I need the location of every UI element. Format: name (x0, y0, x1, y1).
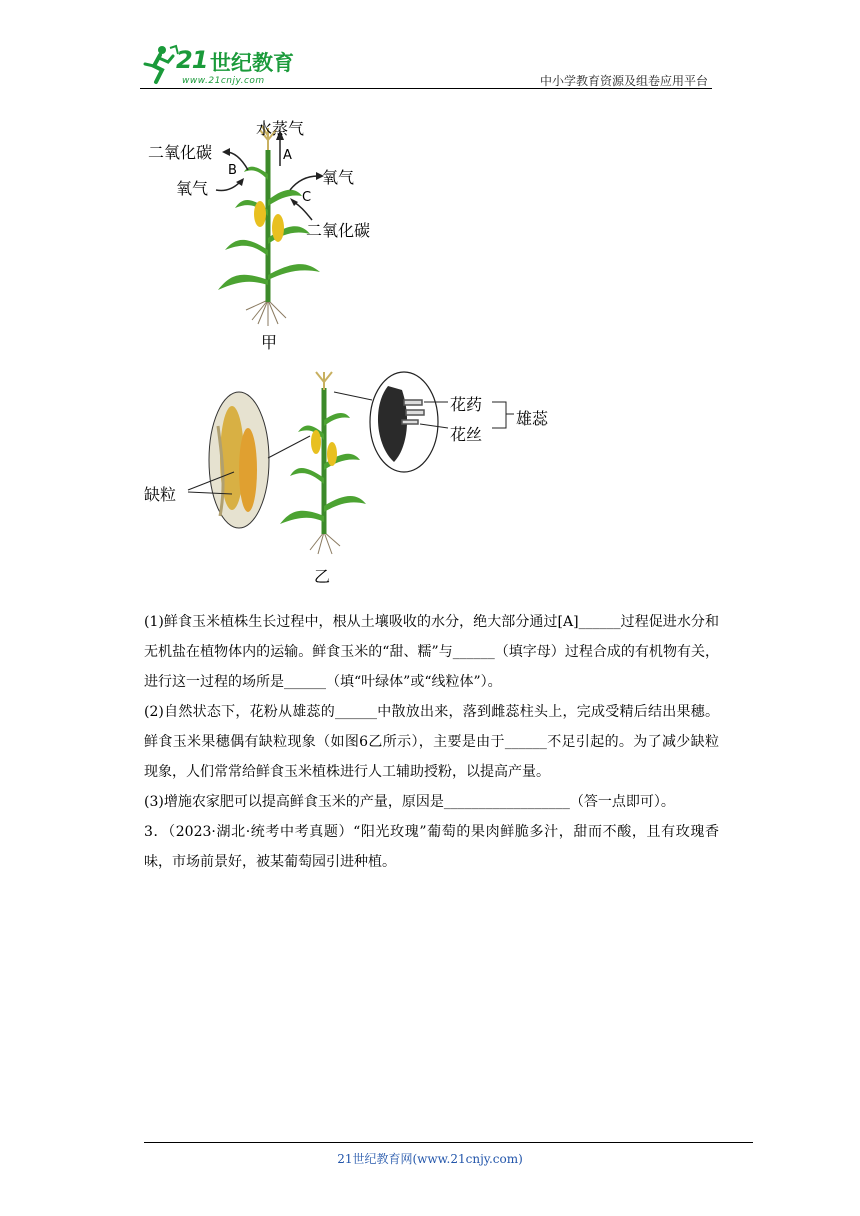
filament-label: 花丝 (450, 425, 483, 444)
question-1: (1)鲜食玉米植株生长过程中，根从土壤吸收的水分，绝大部分通过[A]______过程促进水分和无机盐在植物体内的运输。鲜食玉米的“甜、糯”与______（填字母）过程合成的有机物有关，进行这一过程的场所是______（填“叶绿体”或“线粒体”）。 (144, 614, 719, 690)
runner-logo-icon (140, 44, 180, 88)
process-c-label: C (302, 190, 312, 205)
anther-label: 花药 (450, 395, 483, 414)
footer-divider (144, 1142, 753, 1143)
item-3: 3．（2023·湖北·统考中考真题）“阳光玫瑰”葡萄的果肉鲜脆多汁，甜而不酸，且有玫瑰香味，市场前景好，被某葡萄园引进种植。 (144, 824, 719, 870)
footer-link[interactable]: 21世纪教育网(www.21cnjy.com) (337, 1152, 523, 1166)
platform-title: 中小学教育资源及组卷应用平台 (539, 74, 708, 88)
figure-yi (140, 366, 570, 588)
site-logo[interactable] (140, 44, 315, 90)
co2-label-left: 二氧化碳 (148, 143, 213, 162)
figure-jia (140, 110, 400, 355)
figure-jia-caption: 甲 (261, 333, 278, 352)
logo-text: 世纪教育 (210, 51, 294, 75)
missing-grain-label: 缺粒 (144, 485, 177, 504)
vapor-label: 水蒸气 (256, 119, 305, 138)
page-header (0, 0, 860, 100)
logo-number: 21 (176, 46, 208, 74)
o2-label-right: 氧气 (322, 168, 355, 187)
co2-label-right: 二氧化碳 (306, 221, 371, 240)
question-2: (2)自然状态下，花粉从雄蕊的______中散放出来，落到雌蕊柱头上，完成受精后结出果穗。鲜食玉米果穗偶有缺粒现象（如图6乙所示），主要是由于______不足引起的。为了减少缺粒现象，人们常常给鲜食玉米植株进行人工辅助授粉，以提高产量。 (144, 704, 719, 780)
stamen-label: 雄蕊 (516, 409, 549, 428)
o2-label-left: 氧气 (176, 179, 209, 198)
process-a-label: A (283, 148, 292, 163)
question-3: (3)增施农家肥可以提高鲜食玉米的产量，原因是__________________（答一点即可）。 (144, 794, 675, 810)
question-text (144, 607, 719, 877)
process-b-label: B (228, 163, 237, 178)
corn-plant-yi-illustration (140, 366, 570, 588)
logo-url: www.21cnjy.com (182, 76, 265, 86)
header-divider (140, 88, 712, 89)
figure-yi-caption: 乙 (314, 567, 331, 586)
